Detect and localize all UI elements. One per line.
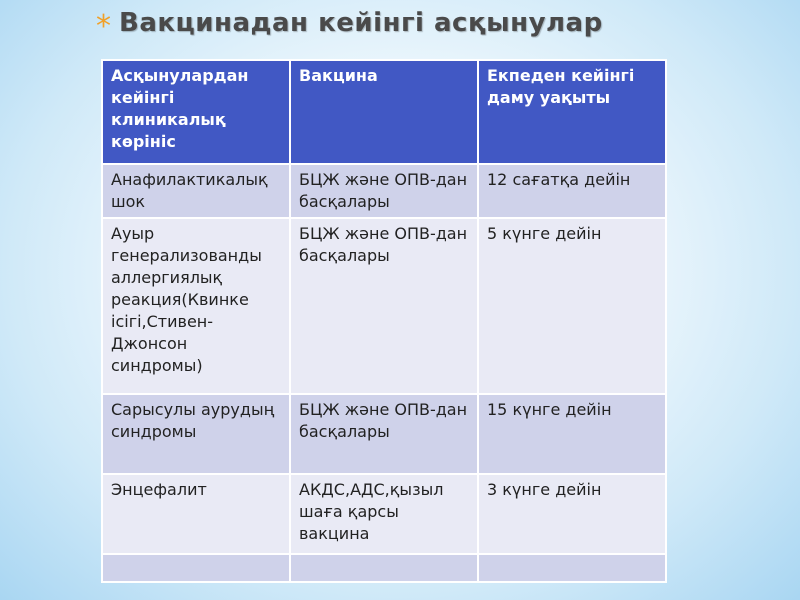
header-clinical-manifestation: Асқынулардан кейінгі клиникалық көрініс xyxy=(102,60,290,164)
cell-vaccine: АКДС,АДС,қызыл шаға қарсы вакцина xyxy=(290,474,478,554)
table-header-row xyxy=(102,60,666,164)
cell-manifestation: Анафилактикалық шок xyxy=(102,164,290,218)
cell-empty xyxy=(290,554,478,582)
cell-vaccine: БЦЖ және ОПВ-дан басқалары xyxy=(290,164,478,218)
cell-vaccine: БЦЖ және ОПВ-дан басқалары xyxy=(290,218,478,394)
cell-empty xyxy=(102,554,290,582)
slide-title-area xyxy=(96,8,603,42)
table-row xyxy=(102,554,666,582)
cell-onset: 5 күнге дейін xyxy=(478,218,666,394)
cell-vaccine: БЦЖ және ОПВ-дан басқалары xyxy=(290,394,478,474)
cell-onset: 12 сағатқа дейін xyxy=(478,164,666,218)
complications-table xyxy=(101,59,667,583)
table-row xyxy=(102,474,666,554)
table-row xyxy=(102,164,666,218)
header-onset-time: Екпеден кейінгі даму уақыты xyxy=(478,60,666,164)
header-vaccine: Вакцина xyxy=(290,60,478,164)
cell-onset: 15 күнге дейін xyxy=(478,394,666,474)
table-row xyxy=(102,394,666,474)
cell-manifestation: Ауыр генерализованды аллергиялық реакция(Квинке ісігі,Стивен-Джонсон синдромы) xyxy=(102,218,290,394)
table-row xyxy=(102,218,666,394)
cell-onset: 3 күнге дейін xyxy=(478,474,666,554)
cell-empty xyxy=(478,554,666,582)
cell-manifestation: Сарысулы аурудың синдромы xyxy=(102,394,290,474)
page-title: Вакцинадан кейінгі асқынулар xyxy=(119,8,603,38)
bullet-star-icon: * xyxy=(96,9,111,44)
cell-manifestation: Энцефалит xyxy=(102,474,290,554)
